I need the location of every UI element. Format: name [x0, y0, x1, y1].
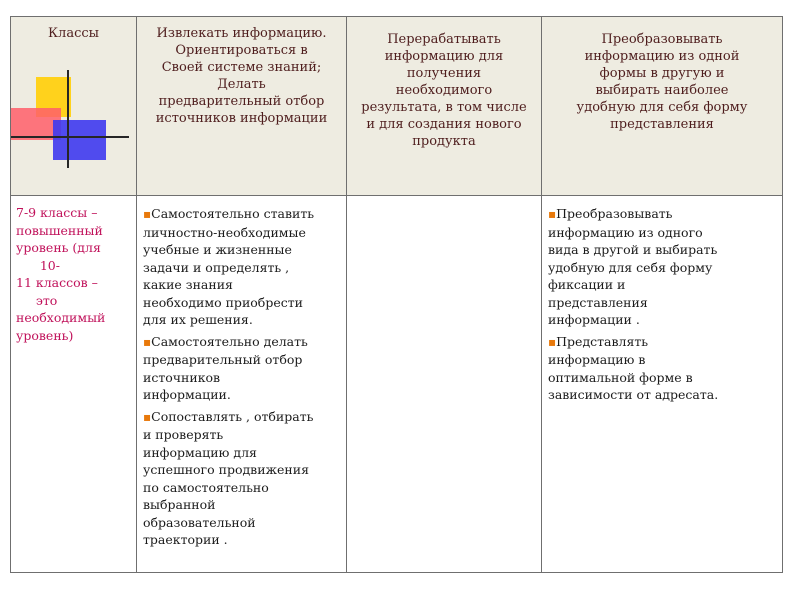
bullet-icon: ▪: [143, 207, 152, 221]
classes-line: это: [16, 292, 58, 308]
header-cell-extract: [137, 17, 347, 196]
header-line: Перерабатывать: [387, 32, 501, 47]
header-line: Делать: [217, 77, 266, 92]
classes-level-text: [11, 196, 136, 344]
cell-process-empty: [347, 196, 542, 573]
header-line: формы в другую и: [599, 66, 725, 81]
bullet-icon: ▪: [548, 207, 557, 221]
header-line: продукта: [412, 134, 476, 149]
classes-line: уровень): [16, 327, 74, 343]
header-line: Своей системе знаний;: [161, 60, 322, 75]
bullet-icon: ▪: [143, 409, 152, 424]
header-row: [11, 17, 783, 196]
bullet-icon: ▪: [548, 334, 557, 349]
list-item: ▪Самостоятельно ставить личностно-необходимые учебные и жизненные задачи и определять , какие знания необходимо приобрести для их решения.: [143, 206, 315, 327]
header-transform: [542, 17, 782, 133]
header-line: и для создания нового: [366, 117, 522, 132]
extract-list: [137, 196, 346, 549]
classes-line: 7-9 классы –: [16, 205, 98, 220]
header-line: источников информации: [155, 111, 328, 126]
header-line: получения: [406, 66, 482, 81]
blue-square: [53, 120, 106, 160]
cell-transform: [542, 196, 783, 573]
bullet-icon: ▪: [143, 334, 152, 349]
header-extract: [137, 17, 346, 127]
cell-classes: [11, 196, 137, 573]
horizontal-line: [11, 136, 129, 138]
decorative-squares-logo: [11, 70, 131, 170]
header-line: Преобразовывать: [601, 32, 723, 47]
header-line: информацию из одной: [584, 49, 740, 64]
classes-line: повышенный: [16, 222, 103, 238]
header-line: Извлекать информацию.: [156, 26, 327, 41]
list-item: ▪Представлять информацию в оптимальной форме в зависимости от адресата.: [548, 333, 719, 402]
transform-list: [542, 196, 782, 404]
classes-line: 11 классов –: [16, 275, 98, 290]
header-line: результата, в том числе: [361, 100, 527, 115]
vertical-line: [67, 70, 69, 168]
cell-extract: [137, 196, 347, 573]
header-line: необходимого: [395, 83, 493, 98]
header-line: Ориентироваться в: [175, 43, 308, 58]
header-process: [347, 17, 541, 150]
header-classes: Классы: [48, 26, 99, 41]
classes-line: необходимый: [16, 310, 106, 325]
content-row: [11, 196, 783, 573]
header-line: предварительный отбор: [158, 94, 325, 109]
header-line: удобную для себя форму: [576, 100, 748, 115]
header-cell-process: [347, 17, 542, 196]
header-line: выбирать наиболее: [595, 83, 729, 98]
header-cell-transform: [542, 17, 783, 196]
competency-table: [10, 16, 783, 573]
header-line: информацию для: [384, 49, 504, 64]
list-item: ▪Самостоятельно делать предварительный отбор источников информации.: [143, 333, 308, 402]
list-item: ▪Сопоставлять , отбирать и проверять информацию для успешного продвижения по самостоятельно выбранной образовательной траектории .: [143, 408, 314, 547]
list-item: ▪Преобразовывать информацию из одного вида в другой и выбирать удобную для себя форму фиксации и представления информации .: [548, 206, 718, 327]
header-cell-classes: [11, 17, 137, 196]
classes-line: 10-: [16, 257, 60, 273]
header-line: представления: [610, 117, 714, 132]
classes-line: уровень (для: [16, 240, 101, 255]
